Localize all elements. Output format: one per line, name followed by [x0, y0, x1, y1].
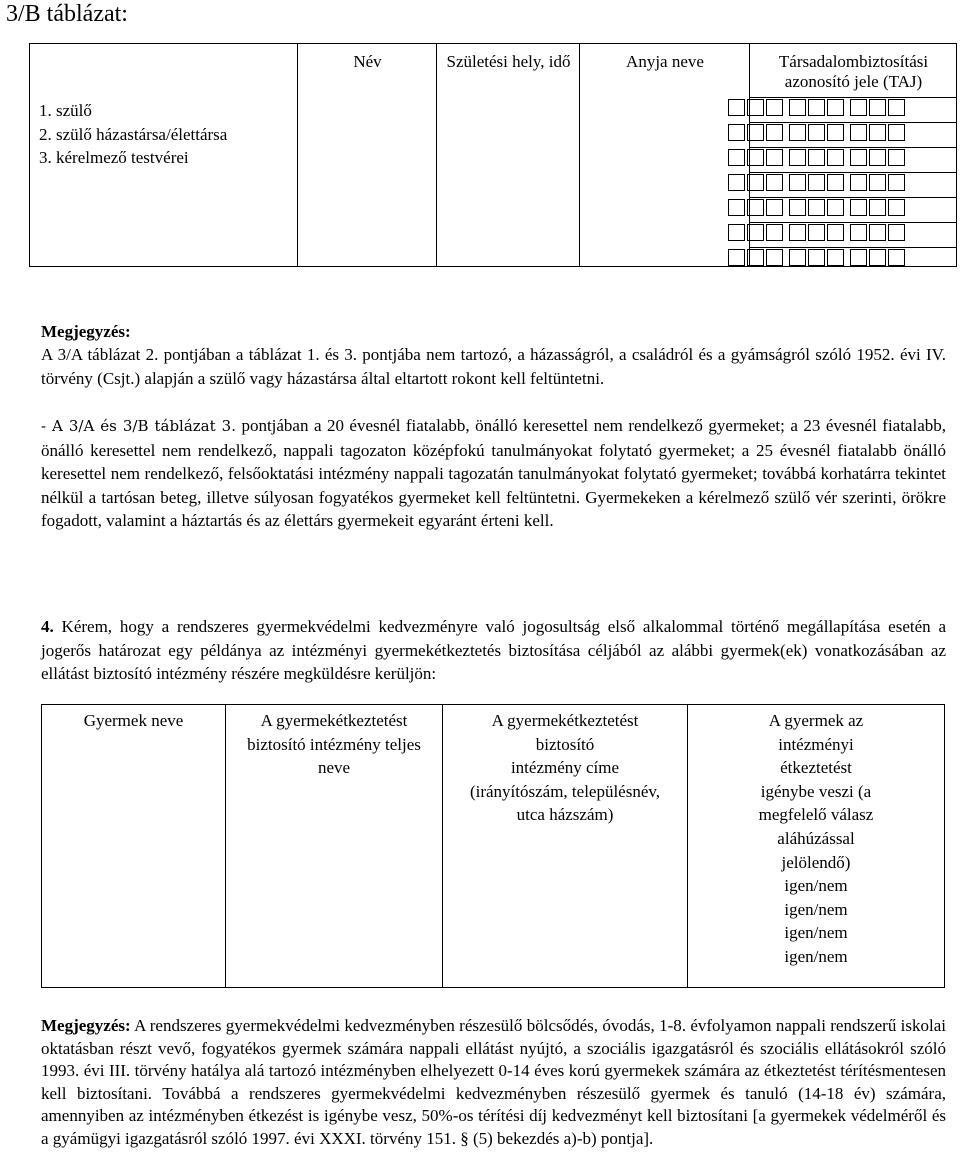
taj-digit-box[interactable] [850, 149, 867, 166]
meal-usage-column [688, 705, 944, 987]
taj-digit-box[interactable] [808, 174, 825, 191]
taj-digit-box[interactable] [766, 224, 783, 241]
taj-digit-box[interactable] [888, 249, 905, 266]
taj-input-row[interactable] [728, 98, 952, 116]
header-address-line: biztosító [535, 734, 595, 754]
taj-digit-box[interactable] [827, 124, 844, 141]
taj-digit-box[interactable] [808, 149, 825, 166]
institution-address-column [443, 705, 688, 987]
taj-input-row[interactable] [728, 173, 952, 191]
taj-digit-box[interactable] [888, 124, 905, 141]
taj-digit-box[interactable] [869, 224, 886, 241]
section4-paragraph [41, 615, 946, 686]
taj-digit-box[interactable] [888, 99, 905, 116]
header-usage-line: igénybe veszi (a [760, 781, 872, 801]
institution-name-column [226, 705, 443, 987]
taj-digit-box[interactable] [766, 249, 783, 266]
taj-digit-box[interactable] [789, 149, 806, 166]
note1-para2-rest: pontjában a 20 évesnél fiatalabb, önálló keresettel nem rendelkező gyermeket; a 23 évesnél fiatalabb, önálló keresettel nem rendelkező, nappali tagozaton középfokú tanulmányokat folytató gyermeket; a 25 évesnél fiatalabb önálló keresettel nem rendelkező, felsőoktatási intézmény nappali tagozatán tanulmányokat folytató gyermeket; továbbá korhatárra tekintet nélkül a tartósan beteg, illetve súlyosan fogyatékos gyermeket kell feltüntetni. Gyermekeken a kérelmező szülő vér szerinti, örökre fogadott, valamint a háztartás és az élettárs gyermekeit egyaránt érteni kell. [41, 416, 946, 530]
header-child-name: Gyermek neve [83, 711, 184, 730]
header-usage-line: intézményi [778, 734, 854, 754]
taj-digit-box[interactable] [747, 99, 764, 116]
meal-service-table [41, 704, 945, 988]
taj-digit-box[interactable] [827, 224, 844, 241]
taj-digit-box[interactable] [747, 224, 764, 241]
taj-digit-box[interactable] [850, 224, 867, 241]
header-name: Név [353, 52, 382, 71]
taj-digit-box[interactable] [789, 99, 806, 116]
answer-option[interactable]: igen/nem [784, 946, 848, 966]
header-usage-line: jelölendő) [781, 852, 851, 872]
taj-digit-box[interactable] [827, 99, 844, 116]
taj-digit-box[interactable] [728, 124, 745, 141]
name-column [298, 44, 437, 266]
taj-digit-box[interactable] [789, 249, 806, 266]
taj-digit-box[interactable] [888, 224, 905, 241]
note1-para2 [41, 414, 946, 533]
taj-input-row[interactable] [728, 223, 952, 241]
header-address-line: (irányítószám, településnév, [469, 781, 661, 801]
note2-paragraph [41, 1015, 946, 1151]
taj-digit-box[interactable] [827, 149, 844, 166]
taj-digit-box[interactable] [747, 249, 764, 266]
answer-option[interactable]: igen/nem [784, 923, 848, 943]
page-title: 3/B táblázat: [6, 1, 128, 27]
role-list [39, 99, 227, 170]
taj-digit-box[interactable] [766, 199, 783, 216]
taj-input-row[interactable] [728, 248, 952, 266]
taj-digit-box[interactable] [728, 149, 745, 166]
taj-digit-box[interactable] [808, 249, 825, 266]
header-usage-line: megfelelő válasz [758, 805, 874, 825]
role-item: 2. szülő házastársa/élettársa [39, 124, 228, 144]
taj-digit-box[interactable] [728, 99, 745, 116]
note1-para2-start: - A 3/A és 3/B táblázat 3. [41, 417, 236, 435]
header-usage-line: étkeztetést [780, 758, 852, 778]
note2-title: Megjegyzés: [41, 1016, 131, 1035]
taj-digit-box[interactable] [789, 124, 806, 141]
taj-input-row[interactable] [728, 198, 952, 216]
header-address-line: intézmény címe [510, 758, 620, 778]
taj-digit-box[interactable] [850, 99, 867, 116]
taj-digit-box[interactable] [747, 149, 764, 166]
taj-digit-box[interactable] [747, 124, 764, 141]
taj-digit-box[interactable] [808, 99, 825, 116]
taj-digit-box[interactable] [766, 149, 783, 166]
taj-digit-box[interactable] [827, 249, 844, 266]
taj-digit-box[interactable] [808, 224, 825, 241]
role-item: 3. kérelmező testvérei [39, 148, 189, 167]
answer-option[interactable]: igen/nem [784, 899, 848, 919]
taj-digit-box[interactable] [827, 199, 844, 216]
header-taj: Társadalombiztosítási azonosító jele (TAJ) [778, 52, 929, 91]
taj-digit-box[interactable] [766, 99, 783, 116]
taj-digit-box[interactable] [850, 199, 867, 216]
taj-digit-box[interactable] [789, 199, 806, 216]
taj-digit-box[interactable] [869, 249, 886, 266]
header-mother: Anyja neve [626, 52, 704, 71]
taj-digit-box[interactable] [766, 124, 783, 141]
taj-digit-box[interactable] [766, 174, 783, 191]
taj-digit-box[interactable] [808, 124, 825, 141]
taj-digit-box[interactable] [808, 199, 825, 216]
taj-input-row[interactable] [728, 148, 952, 166]
taj-digit-box[interactable] [888, 199, 905, 216]
header-birth: Születési hely, idő [446, 52, 571, 71]
taj-digit-box[interactable] [869, 174, 886, 191]
birth-column [437, 44, 580, 266]
taj-digit-box[interactable] [789, 174, 806, 191]
taj-digit-box[interactable] [888, 149, 905, 166]
taj-digit-box[interactable] [869, 149, 886, 166]
section4-number: 4. [41, 617, 54, 636]
taj-digit-box[interactable] [789, 224, 806, 241]
taj-digit-box[interactable] [850, 249, 867, 266]
header-usage-line: A gyermek az [768, 711, 864, 730]
answer-option[interactable]: igen/nem [784, 876, 848, 896]
note1-para1: A 3/A táblázat 2. pontjában a táblázat 1. és 3. pontjába nem tartozó, a házasságról, a családról és a gyámságról szóló 1952. évi IV. törvény (Csjt.) alapján a szülő vagy házastársa által eltartott rokont kell feltüntetni. [41, 345, 946, 388]
header-institution-name: A gyermekétkeztetést biztosító intézmény teljes neve [247, 711, 421, 778]
mother-column [580, 44, 750, 266]
taj-digit-box[interactable] [728, 224, 745, 241]
header-address-line: utca házszám) [516, 805, 614, 825]
taj-digit-box[interactable] [869, 199, 886, 216]
note1-title: Megjegyzés: [41, 322, 131, 341]
taj-digit-box[interactable] [747, 199, 764, 216]
taj-digit-box[interactable] [728, 199, 745, 216]
taj-digit-box[interactable] [850, 174, 867, 191]
taj-digit-box[interactable] [747, 174, 764, 191]
taj-input-row[interactable] [728, 123, 952, 141]
taj-digit-box[interactable] [827, 174, 844, 191]
child-name-column [42, 705, 226, 987]
header-address-line: A gyermekétkeztetést [491, 711, 639, 730]
taj-digit-box[interactable] [850, 124, 867, 141]
taj-digit-box[interactable] [728, 249, 745, 266]
note2-text: A rendszeres gyermekvédelmi kedvezményben részesülő bölcsődés, óvodás, 1-8. évfolyamon nappali rendszerű iskolai oktatásban részt vevő, fogyatékos gyermek számára nappali ellátást nyújtó, a szociális igazgatásról és szociális ellátásokról szóló 1993. évi III. törvény hatálya alá tartozó intézményben elhelyezett 0-14 éves korú gyermekek számára az étkeztetést térítésmentesen kell biztosítani. Továbbá a rendszeres gyermekvédelmi kedvezményben részesülő gyermek és tanuló (14-18 év) számára, amennyiben az intézményben étkezést is igénybe vesz, 50%-os térítési díj kedvezményt kell biztosítani [a gyermekek védelméről és a gyámügyi igazgatásról szóló 1997. évi XXXI. törvény 151. § (5) bekezdés a)-b) pontja]. [41, 1016, 946, 1148]
taj-digit-box[interactable] [869, 124, 886, 141]
taj-digit-box[interactable] [888, 174, 905, 191]
taj-digit-box[interactable] [869, 99, 886, 116]
role-item: 1. szülő [39, 101, 92, 120]
taj-digit-box[interactable] [728, 174, 745, 191]
header-usage-line: aláhúzással [777, 828, 855, 848]
section4-text: Kérem, hogy a rendszeres gyermekvédelmi kedvezményre való jogosultság első alkalommal történő megállapítása esetén a jogerős határozat egy példánya az intézményi gyermekétkeztetés biztosítása céljából az alábbi gyermek(ek) vonatkozásában az ellátást biztosító intézmény részére megküldésre kerüljön: [41, 617, 946, 683]
